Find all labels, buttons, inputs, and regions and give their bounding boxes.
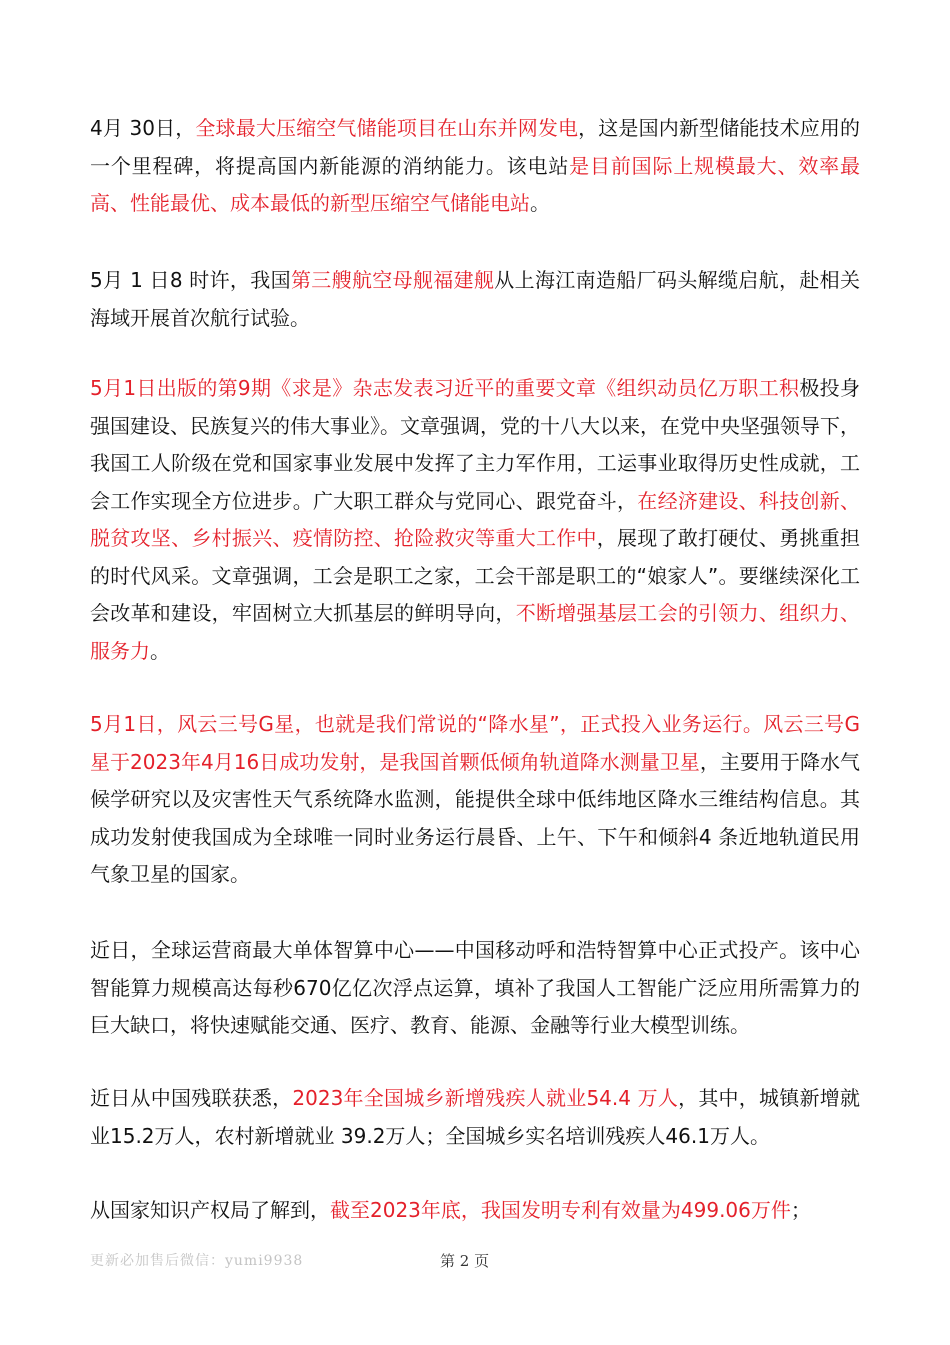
paragraph-disabled-employment (90, 1080, 860, 1155)
highlighted-text: 第三艘航空母舰福建舰 (290, 268, 495, 292)
page-number: 第 2 页 (440, 1252, 490, 1270)
footer-watermark: 更新必加售后微信：yumi9938 (90, 1253, 304, 1269)
highlighted-text: 不断增强基层工会的引领力、组织力、服务力 (90, 601, 861, 663)
paragraph-patents (90, 1192, 860, 1230)
body-text: 近日，全球运营商最大单体智算中心——中国移动呼和浩特智算中心正式投产。该中心智能算力规模高达每秒670亿亿次浮点运算，填补了我国人工智能广泛应用所需算力的巨大缺口，将快速赋能交通、医疗、教育、能源、金融等行业大模型训练。 (90, 938, 860, 1037)
body-text: ，主要用于降水气候学研究以及灾害性天气系统降水监测，能提供全球中低纬地区降水三维结构信息。其成功发射使我国成为全球唯一同时业务运行晨昏、上午、下午和倾斜4 条近地轨道民用气象卫星的国家。 (90, 749, 861, 886)
highlighted-text: 在经济建设、科技创新、脱贫攻坚、乡村振兴、疫情防控、抢险救灾等重大工作中 (90, 488, 860, 550)
highlighted-text: 5月1日，风云三号G星，也就是我们常说的“降水星”，正式投入业务运行。风云三号G星于2023年4月16日成功发射，是我国首颗低倾角轨道降水测量卫星 (90, 712, 860, 774)
paragraph-computing-center (90, 932, 860, 1045)
body-text: 4月 30日， (90, 116, 196, 140)
paragraph-fengyun-satellite (90, 706, 860, 894)
body-text: ，展现了敢打硬仗、勇挑重担的时代风采。文章强调，工会是职工之家，工会干部是职工的“娘家人”。要继续深化工会改革和建设，牢固树立大抓基层的鲜明导向， (90, 526, 861, 625)
body-text: 。 (530, 191, 550, 215)
body-text: 从上海江南造船厂码头解缆启航，赴相关海域开展首次航行试验。 (90, 268, 861, 330)
body-text: 。 (150, 638, 170, 663)
highlighted-text: 2023年全国城乡新增残疾人就业54.4 万人 (292, 1086, 679, 1110)
body-text: 5月 1 日8 时许，我国 (90, 268, 291, 292)
body-text: ； (790, 1198, 811, 1222)
highlighted-text: 全球最大压缩空气储能项目在山东并网发电 (195, 116, 579, 140)
paragraph-fujian-carrier (90, 262, 860, 337)
highlighted-text: 是目前国际上规模最大、效率最高、性能最优、成本最低的新型压缩空气储能电站 (90, 153, 861, 215)
highlighted-text: 截至2023年底，我国发明专利有效量为499.06万件 (330, 1198, 791, 1222)
body-text: 近日从中国残联获悉， (90, 1086, 293, 1110)
paragraph-energy-storage (90, 110, 860, 223)
body-text: 极投身强国建设、民族复兴的伟大事业》。文章强调，党的十八大以来，在党中央坚强领导下，我国工人阶级在党和国家事业发展中发挥了主力军作用，工运事业取得历史性成就，工会工作实现全方位进步。广大职工群众与党同心、跟党奋斗， (90, 376, 860, 513)
body-text: ，其中，城镇新增就业15.2万人，农村新增就业 39.2万人；全国城乡实名培训残疾人46.1万人。 (90, 1086, 861, 1148)
highlighted-text: 5月1日出版的第9期《求是》杂志发表习近平的重要文章《组织动员亿万职工积 (90, 376, 800, 400)
body-text: ，这是国内新型储能技术应用的一个里程碑，将提高国内新能源的消纳能力。该电站 (90, 116, 861, 178)
body-text: 从国家知识产权局了解到， (90, 1198, 330, 1222)
paragraph-qiushi-article (90, 370, 860, 670)
